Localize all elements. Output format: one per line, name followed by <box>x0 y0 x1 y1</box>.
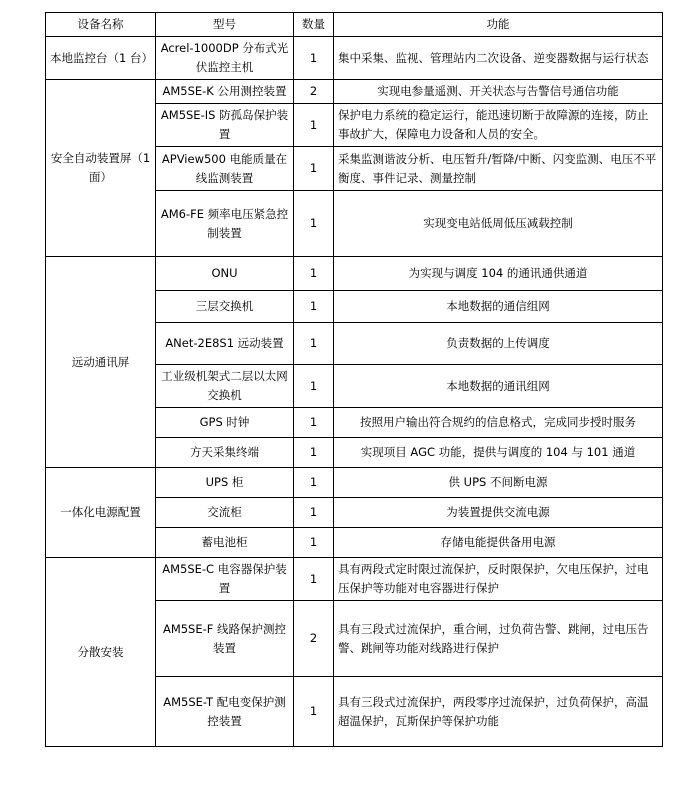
quantity-cell: 1 <box>294 104 334 147</box>
quantity-cell: 1 <box>294 291 334 323</box>
quantity-cell: 1 <box>294 468 334 498</box>
function-cell: 具有三段式过流保护，两段零序过流保护，过负荷保护，高温超温保护，瓦斯保护等保护功能 <box>334 677 663 747</box>
function-cell: 为装置提供交流电源 <box>334 498 663 528</box>
function-cell: 采集监测谐波分析、电压暂升/暂降/中断、闪变监测、电压不平衡度、事件记录、测量控制 <box>334 147 663 191</box>
model-cell: UPS 柜 <box>156 468 294 498</box>
quantity-cell: 2 <box>294 80 334 104</box>
quantity-cell: 1 <box>294 498 334 528</box>
equipment-table <box>45 12 663 747</box>
model-cell: 蓄电池柜 <box>156 528 294 558</box>
quantity-cell: 1 <box>294 438 334 468</box>
model-cell: AM5SE-C 电容器保护装置 <box>156 558 294 601</box>
model-cell: 方天采集终端 <box>156 438 294 468</box>
table-row <box>46 80 663 104</box>
quantity-cell: 1 <box>294 37 334 80</box>
model-cell: AM5SE-IS 防孤岛保护装置 <box>156 104 294 147</box>
function-cell: 存储电能提供备用电源 <box>334 528 663 558</box>
header-row <box>46 13 663 37</box>
quantity-cell: 1 <box>294 408 334 438</box>
function-cell: 本地数据的通信组网 <box>334 291 663 323</box>
header-qty: 数量 <box>294 13 334 37</box>
model-cell: AM6-FE 频率电压紧急控制装置 <box>156 191 294 257</box>
equipment-group-name: 分散安装 <box>46 558 156 747</box>
function-cell: 实现变电站低周低压减载控制 <box>334 191 663 257</box>
header-function: 功能 <box>334 13 663 37</box>
equipment-group-name: 本地监控台（1 台） <box>46 37 156 80</box>
model-cell: 交流柜 <box>156 498 294 528</box>
quantity-cell: 1 <box>294 528 334 558</box>
equipment-group-name: 安全自动装置屏（1面） <box>46 80 156 257</box>
model-cell: APView500 电能质量在线监测装置 <box>156 147 294 191</box>
table-row <box>46 37 663 80</box>
table-row <box>46 257 663 291</box>
function-cell: 具有三段式过流保护，重合闸，过负荷告警、跳闸，过电压告警、跳闸等功能对线路进行保护 <box>334 601 663 677</box>
function-cell: 为实现与调度 104 的通讯通供通道 <box>334 257 663 291</box>
quantity-cell: 1 <box>294 191 334 257</box>
function-cell: 负责数据的上传调度 <box>334 323 663 365</box>
header-name: 设备名称 <box>46 13 156 37</box>
function-cell: 本地数据的通讯组网 <box>334 365 663 408</box>
function-cell: 集中采集、监视、管理站内二次设备、逆变器数据与运行状态 <box>334 37 663 80</box>
quantity-cell: 1 <box>294 365 334 408</box>
function-cell: 实现电参量遥测、开关状态与告警信号通信功能 <box>334 80 663 104</box>
model-cell: AM5SE-K 公用测控装置 <box>156 80 294 104</box>
model-cell: AM5SE-F 线路保护测控装置 <box>156 601 294 677</box>
equipment-group-name: 远动通讯屏 <box>46 257 156 468</box>
model-cell: AM5SE-T 配电变保护测控装置 <box>156 677 294 747</box>
function-cell: 具有两段式定时限过流保护，反时限保护，欠电压保护，过电压保护等功能对电容器进行保护 <box>334 558 663 601</box>
model-cell: Acrel-1000DP 分布式光伏监控主机 <box>156 37 294 80</box>
quantity-cell: 1 <box>294 558 334 601</box>
function-cell: 实现项目 AGC 功能，提供与调度的 104 与 101 通道 <box>334 438 663 468</box>
quantity-cell: 1 <box>294 677 334 747</box>
equipment-group-name: 一体化电源配置 <box>46 468 156 558</box>
function-cell: 保护电力系统的稳定运行，能迅速切断于故障源的连接，防止事故扩大，保障电力设备和人员的安全。 <box>334 104 663 147</box>
table-row <box>46 558 663 601</box>
model-cell: ANet-2E8S1 远动装置 <box>156 323 294 365</box>
function-cell: 按照用户输出符合规约的信息格式，完成同步授时服务 <box>334 408 663 438</box>
model-cell: 工业级机架式二层以太网交换机 <box>156 365 294 408</box>
header-model: 型号 <box>156 13 294 37</box>
model-cell: 三层交换机 <box>156 291 294 323</box>
function-cell: 供 UPS 不间断电源 <box>334 468 663 498</box>
table-row <box>46 468 663 498</box>
model-cell: ONU <box>156 257 294 291</box>
quantity-cell: 1 <box>294 257 334 291</box>
quantity-cell: 1 <box>294 323 334 365</box>
quantity-cell: 1 <box>294 147 334 191</box>
model-cell: GPS 时钟 <box>156 408 294 438</box>
quantity-cell: 2 <box>294 601 334 677</box>
